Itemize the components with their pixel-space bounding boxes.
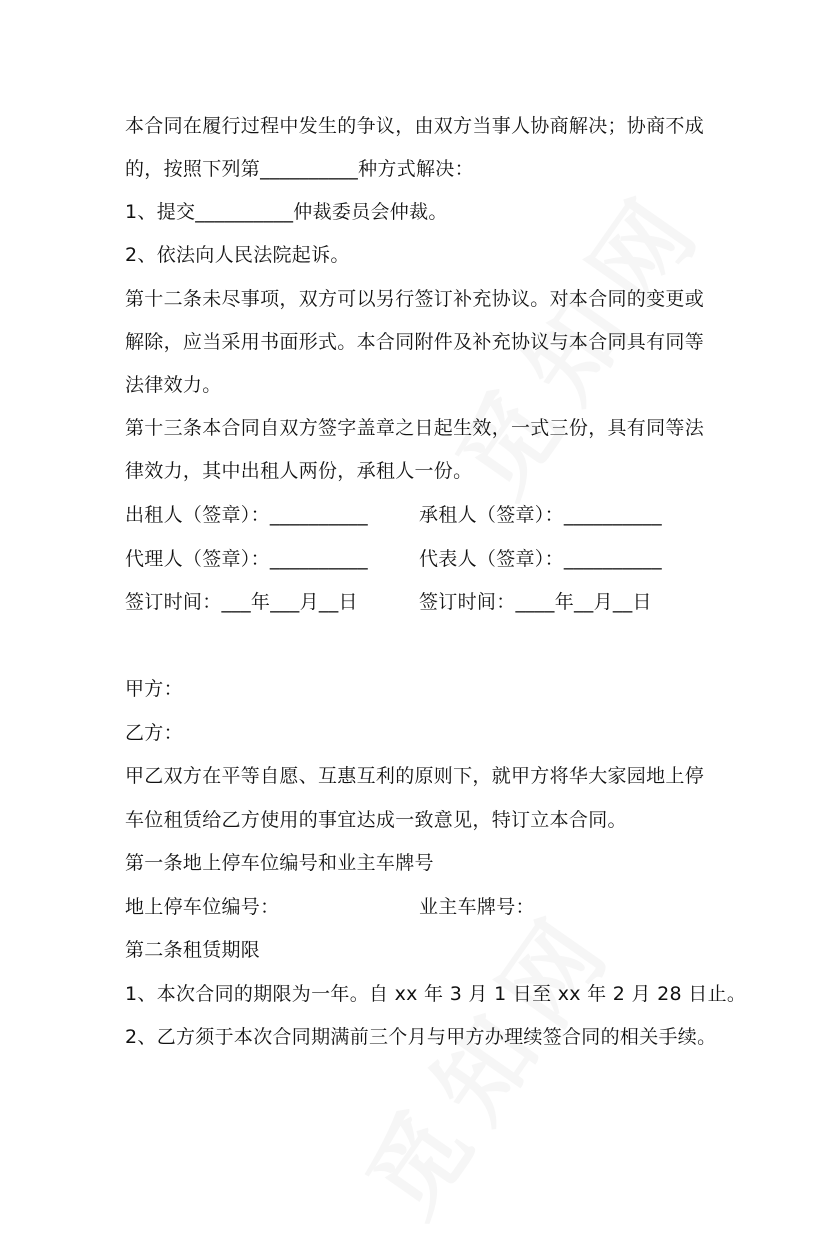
dispute-option-court: 2、依法向人民法院起诉。 xyxy=(125,244,350,266)
signature-agent: 代理人（签章）：__________ xyxy=(125,548,368,570)
signing-date-right: 签订时间：____年__月__日 xyxy=(419,591,652,613)
article-12-line-1: 第十二条未尽事项，双方可以另行签订补充协议。对本合同的变更或 xyxy=(125,288,705,310)
watermark-lower xyxy=(330,875,642,1239)
article-13-line-1: 第十三条本合同自双方签字盖章之日起生效，一式三份，具有同等法 xyxy=(125,417,705,439)
article-12-line-2: 解除，应当采用书面形式。本合同附件及补充协议与本合同具有同等 xyxy=(125,331,705,353)
signing-date-left: 签订时间：___年___月__日 xyxy=(125,591,358,613)
party-b: 乙方： xyxy=(125,722,183,744)
dispute-paragraph-line-1: 本合同在履行过程中发生的争议，由双方当事人协商解决；协商不成 xyxy=(125,115,705,137)
intro-line-1: 甲乙双方在平等自愿、互惠互利的原则下，就甲方将华大家园地上停 xyxy=(125,765,705,787)
article-1-title: 第一条地上停车位编号和业主车牌号 xyxy=(125,852,434,874)
parking-space-number: 地上停车位编号： xyxy=(125,896,280,918)
dispute-option-arbitration: 1、提交__________仲裁委员会仲裁。 xyxy=(125,201,448,223)
party-a: 甲方： xyxy=(125,678,183,700)
lease-term-item-1: 1、本次合同的期限为一年。自 xx 年 3 月 1 日至 xx 年 2 月 28 日止。 xyxy=(125,983,747,1005)
lease-term-item-2: 2、乙方须于本次合同期满前三个月与甲方办理续签合同的相关手续。 xyxy=(125,1026,717,1048)
article-12-line-3: 法律效力。 xyxy=(125,374,222,396)
dispute-paragraph-line-2: 的，按照下列第__________种方式解决： xyxy=(125,158,474,180)
signature-lessor: 出租人（签章）：__________ xyxy=(125,504,368,526)
owner-plate-number: 业主车牌号： xyxy=(419,896,535,918)
article-13-line-2: 律效力，其中出租人两份，承租人一份。 xyxy=(125,460,473,482)
article-2-title: 第二条租赁期限 xyxy=(125,939,261,961)
signature-representative: 代表人（签章）：__________ xyxy=(419,548,662,570)
signature-lessee: 承租人（签章）：__________ xyxy=(419,504,662,526)
intro-line-2: 车位租赁给乙方使用的事宜达成一致意见，特订立本合同。 xyxy=(125,809,627,831)
